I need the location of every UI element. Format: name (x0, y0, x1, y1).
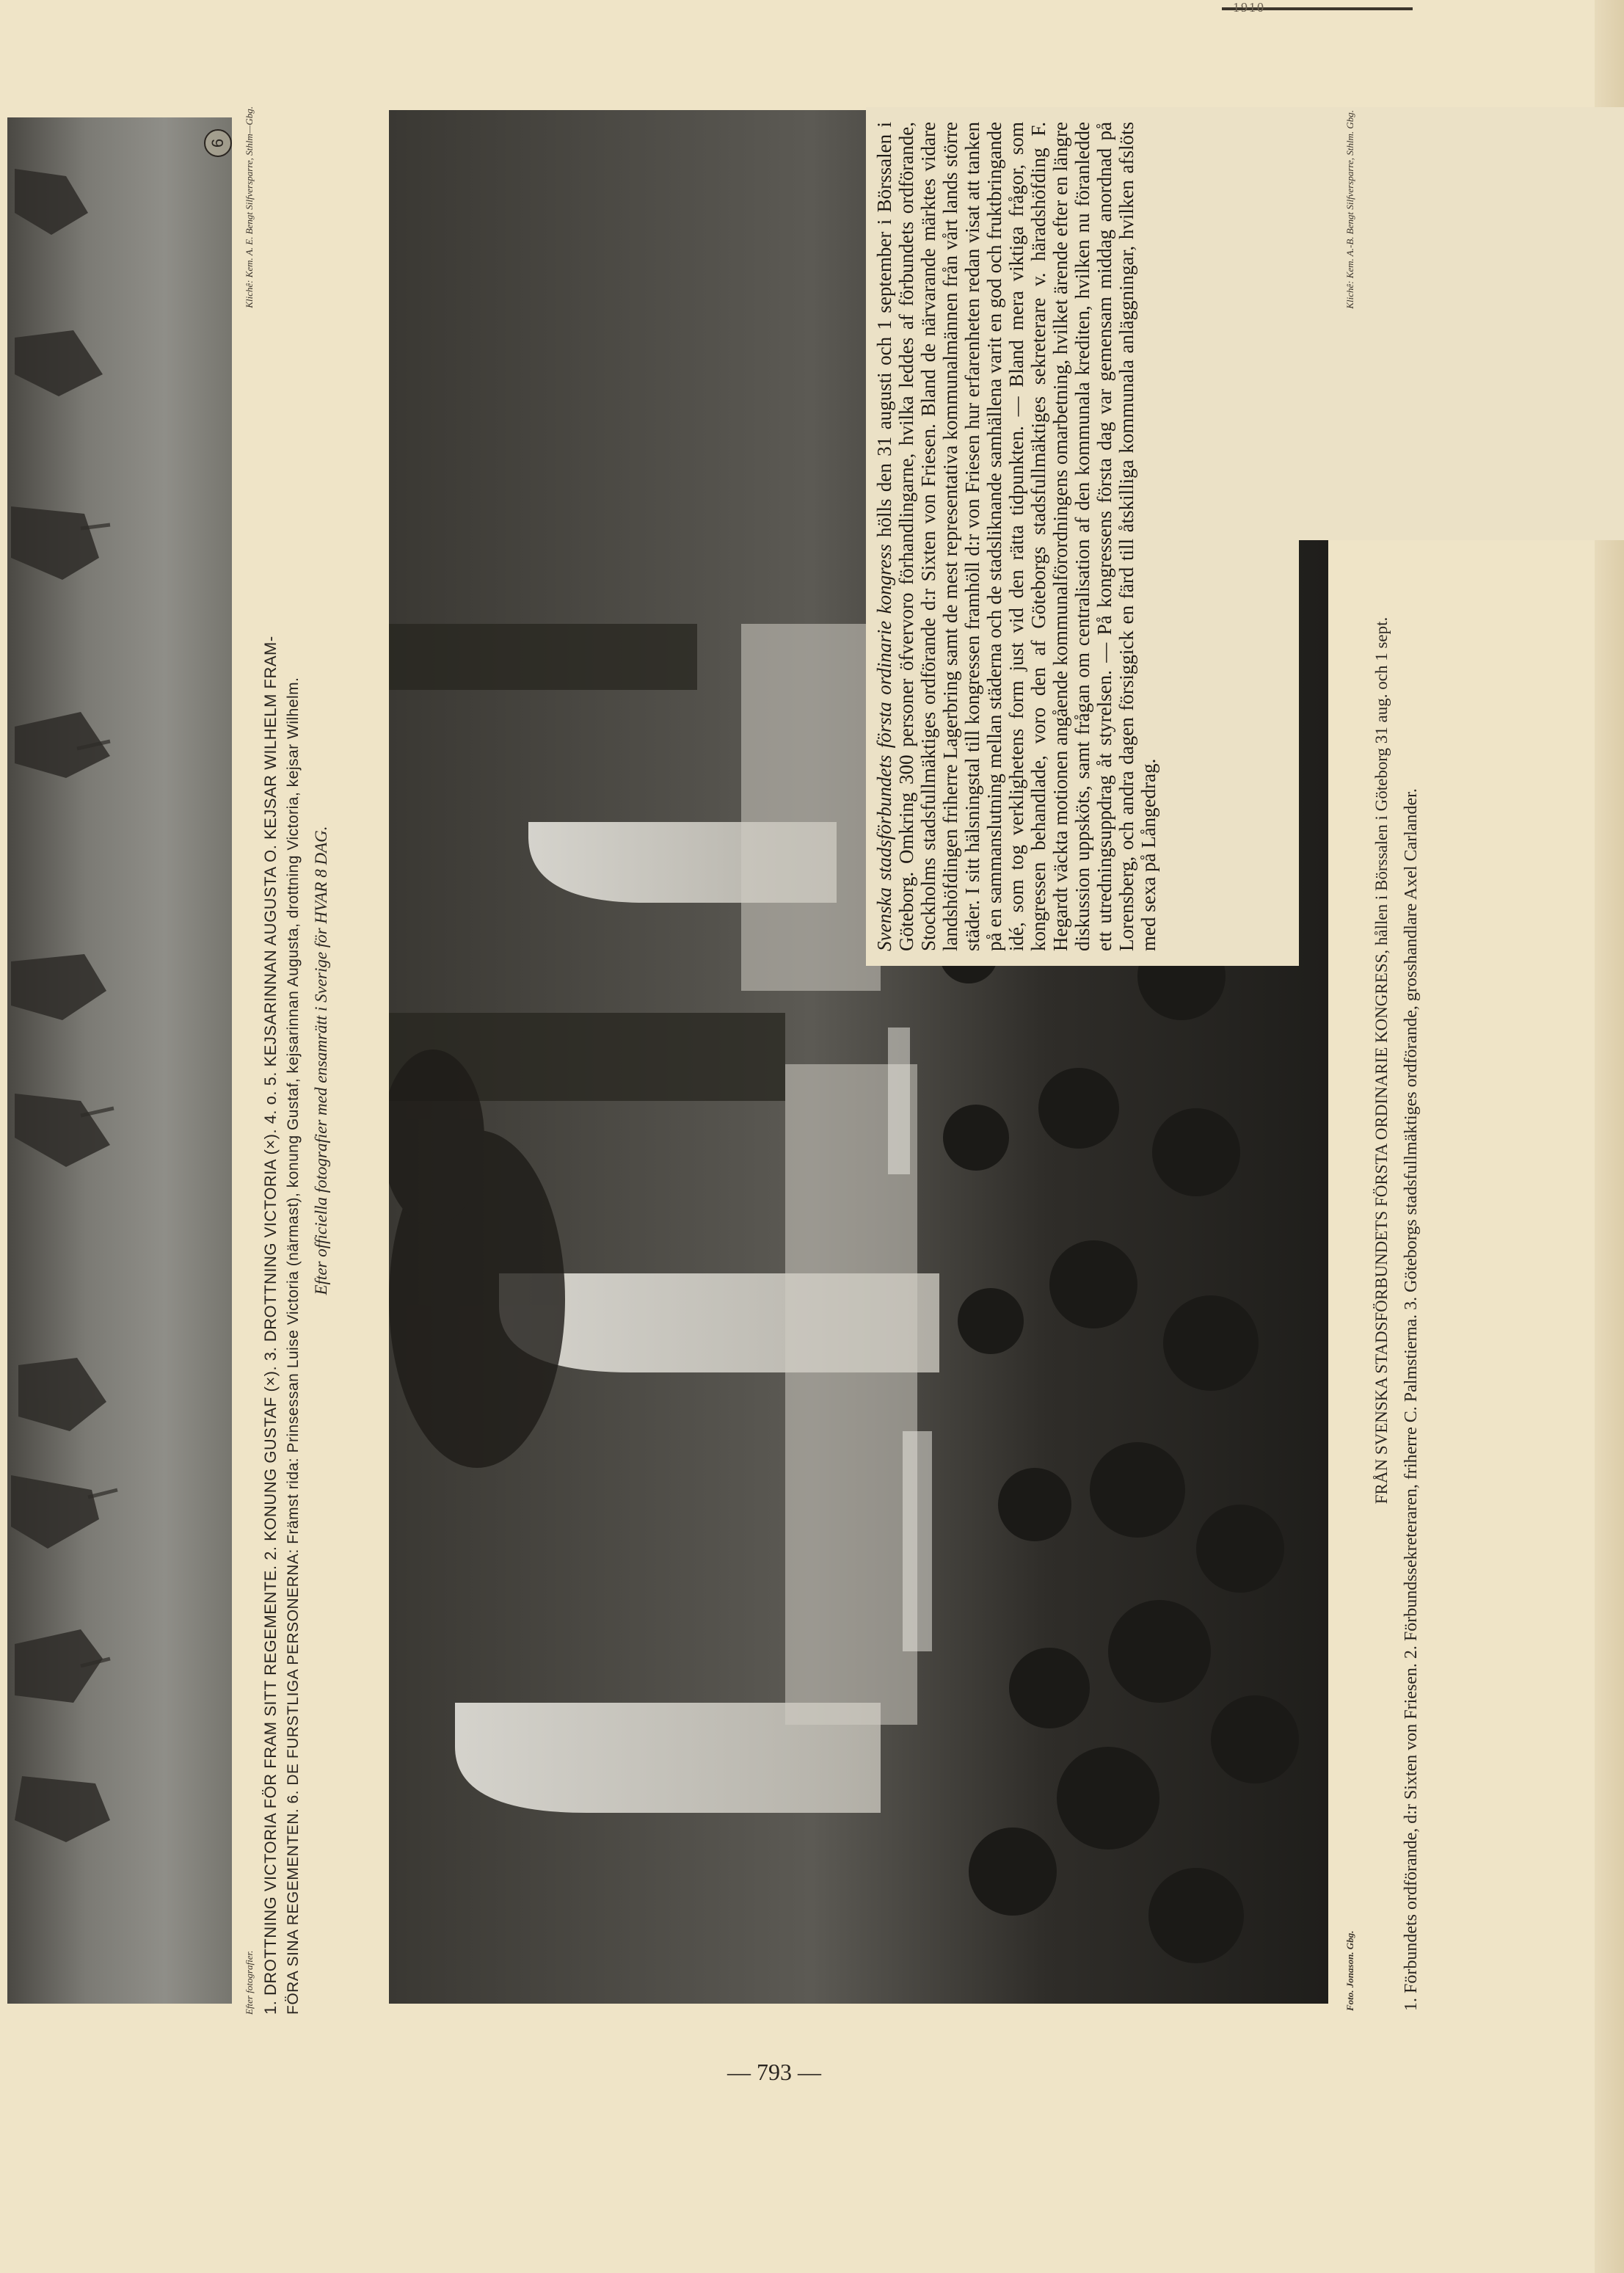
photo-parade (7, 117, 232, 2004)
caption-2-line-1: FRÅN SVENSKA STADSFÖRBUNDETS FÖRSTA ORDINARIE KONGRESS, hållen i Börssalen i Göteborg 31 aug. och 1 sept. (1372, 617, 1391, 1505)
caption-line-2: FÖRA SINA REGEMENTEN. 6. DE FURSTLIGA PERSONERNA: Främst rida: Prinsessan Luise Victoria (närmast), konung Gustaf, kejsarinnan Augusta, drottning Victoria, kejsar Wilhelm. (285, 677, 302, 2015)
caption-2-line-2: 1. Förbundets ordförande, d:r Sixten von Friesen. 2. Förbundssekreteraren, friherre C. Palmstierna. 3. Göteborgs stadsfullmäktiges ordförande, grosshandlare Axel Carlander. (1402, 788, 1421, 2011)
credit-left-2: Foto. Jonason. Gbg. (1344, 1930, 1355, 2011)
credit-right-1: Klichê: Kem. A. E. Bengt Silfversparre, Sthlm—Gbg. (244, 106, 255, 308)
credit-right-2: Klichê: Kem. A.-B. Bengt Silfversparre, Sthlm. Gbg. (1344, 110, 1355, 309)
caption-line-3: Efter officiella fotografier med ensamrätt i Sverige för HVAR 8 DAG. (312, 826, 330, 1295)
article-heading: Svenska stadsförbundets första ordinarie kongress (873, 544, 895, 951)
page-number: — 793 — (727, 2059, 821, 2085)
credit-left-1: Efter fotografier. (244, 1950, 255, 2015)
caption-congress (1343, 110, 1468, 2011)
article-body: hölls den 31 augusti och 1 september i Börssalen i Göteborg. Omkring 300 personer öfvervoro förhandlingarne, hvilka leddes af förbundets ordförande, Stockholms stadsfullmäktiges ordförande d:r Sixten von Friesen. Bland de närvarande märktes vidare landshöfdingen friherre Lagerbring samt de mest representativa kommunalmännen från vårt lands större städer. I sitt hälsningstal till kongressen framhöll d:r von Friesen hur erfarenheten redan visat att tanken på en sammanslutning mellan städerna och de stadsliknande samhällena varit en god och fruktbringande idé, som tog verklighetens form just vid den rätta tidpunkten. — Bland mera viktiga frågor, som kongressen behandlade, voro den af Göteborgs stadsfullmäktiges sekreterare v. häradshöfding F. Hegardt väckta motionen angående kommunalförordningens omarbetning, hvilket ärende efter en längre diskussion uppsköts, samt frågan om centralisation af den kommunala krediten, hvilken nu föranledde ett utredningsuppdrag åt styrelsen. — På kongressens första dag var gemensam middag anordnad på Lorensberg, och andra dagen försiggick en färd till åtskilliga kommunala anläggningar, hvilken afslöts med sexa på Långedrag. (873, 121, 1159, 951)
caption-parade (242, 106, 382, 2015)
article (866, 107, 1299, 966)
caption-line-1: 1. DROTTNING VICTORIA FÖR FRAM SITT REGEMENTE. 2. KONUNG GUSTAF (×). 3. DROTTNING VICTORIA (×). 4. o. 5. KEJSARINNAN AUGUSTA O. KEJSAR WILHELM FRAM- (261, 636, 280, 2015)
top-mark-text: 1910 (1233, 0, 1265, 15)
photo-number-badge: 6 (204, 129, 232, 157)
